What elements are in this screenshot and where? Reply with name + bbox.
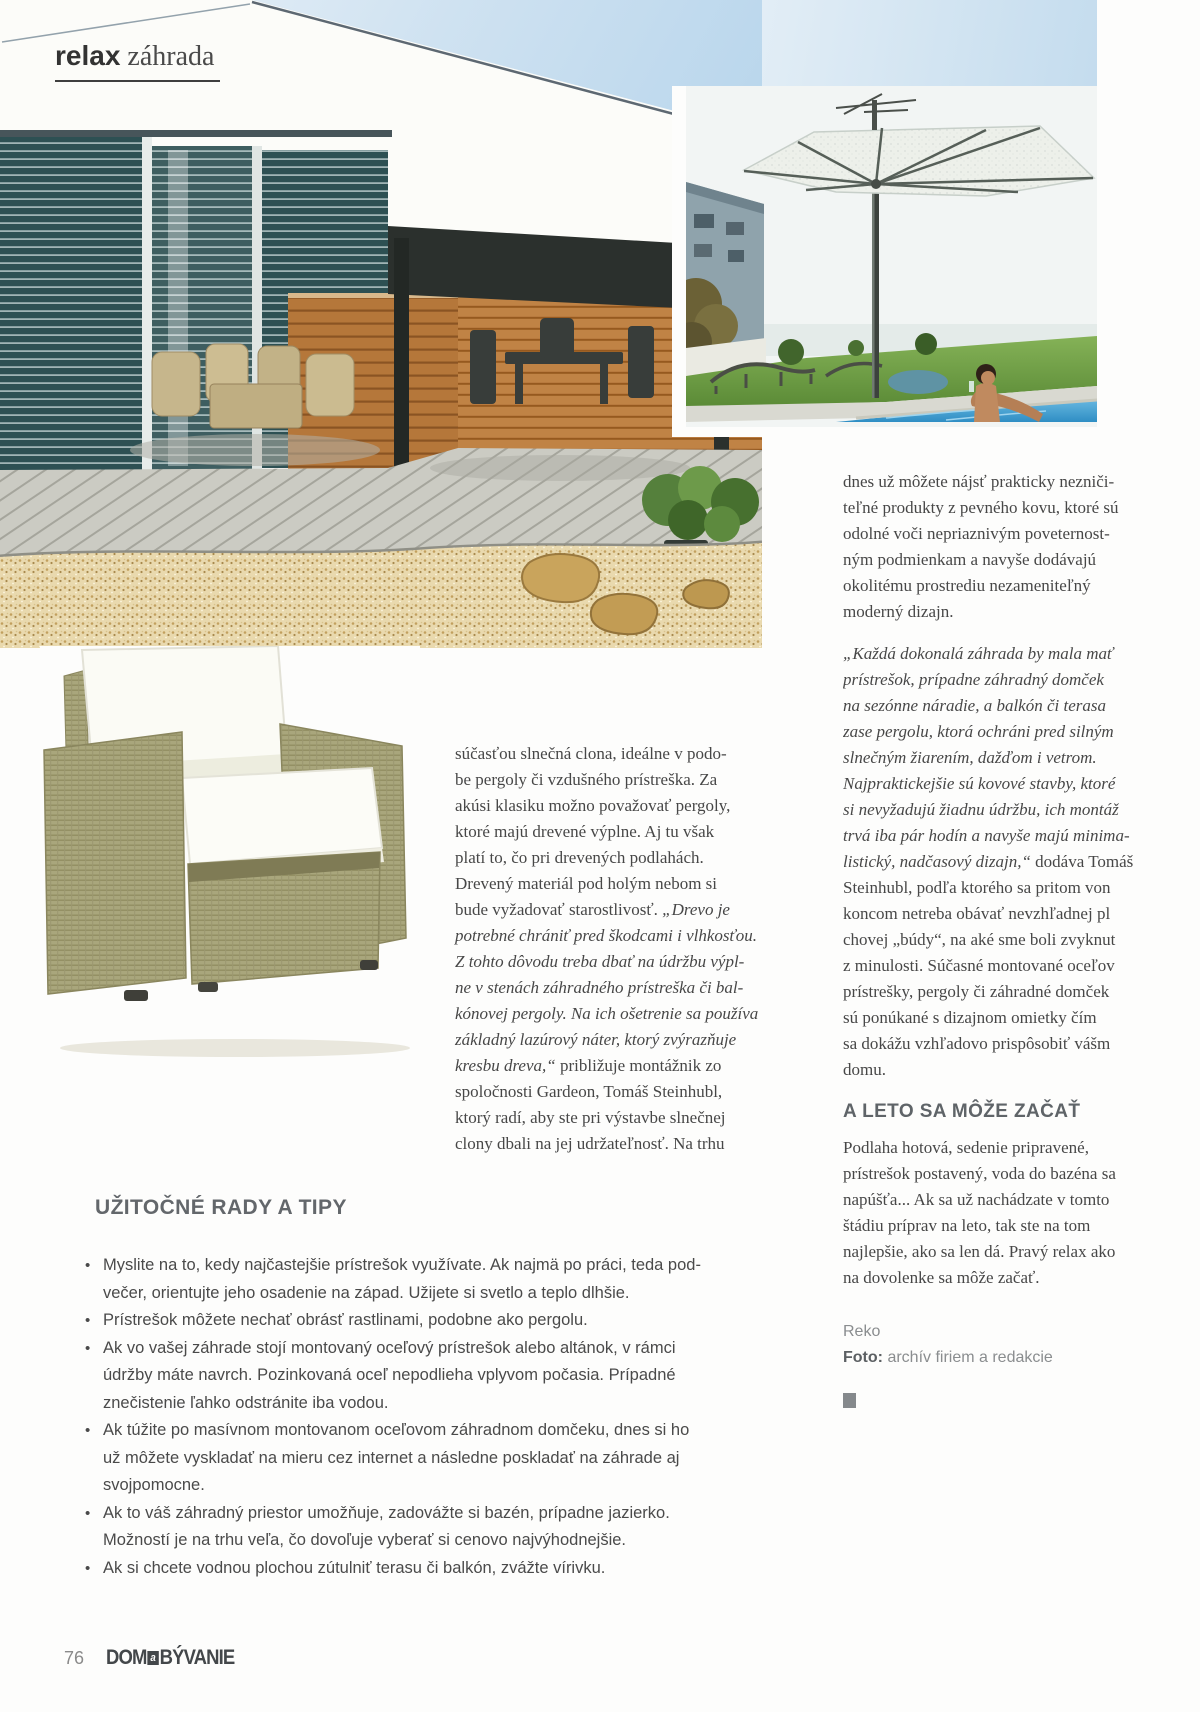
- chair-shadow: [60, 1039, 410, 1057]
- text-line: okolitému prostrediu nezameniteľný: [843, 576, 1091, 595]
- bullet-icon: •: [85, 1504, 91, 1522]
- pergola-post-left: [394, 238, 409, 472]
- window-blinds-left: [0, 137, 142, 470]
- tip-item: [85, 1555, 785, 1583]
- pool-photo-frame: [672, 86, 1097, 437]
- text-line: údržby máte navrch. Pozinkovaná oceľ nepodlieha vplyvom počasia. Prípadné: [103, 1366, 676, 1384]
- mullion-1: [142, 137, 152, 470]
- text-line: koncom netreba obávať nevzhľadnej pl: [843, 904, 1111, 923]
- text-line: napúšťa... Ak sa už nachádzate v tomto: [843, 1190, 1110, 1209]
- text-line: prístrešok postavený, voda do bazéna sa: [843, 1164, 1116, 1183]
- text-line: zase pergolu, ktorá ochráni pred silným: [843, 722, 1114, 741]
- sky-strip: [750, 0, 1097, 90]
- text-line: sú ponúkané s dizajnom omietky čím: [843, 1008, 1097, 1027]
- text-line: ným podmienkam a navyše dodávajú: [843, 550, 1097, 569]
- text-line: moderný dizajn.: [843, 602, 954, 621]
- text-line: ktoré majú drevené výplne. Aj tu však: [455, 822, 715, 841]
- text-line: súčasťou slnečná clona, ideálne v podo-: [455, 744, 727, 763]
- end-of-article-marker: [843, 1393, 856, 1408]
- text-line: bude vyžadovať starostlivosť. „Drevo je: [455, 900, 730, 919]
- text-line: základný lazúrový náter, ktorý zvýrazňuje: [455, 1030, 737, 1049]
- header-rule: [55, 80, 220, 82]
- text-line: Ak si chcete vodnou plochou zútulniť terasu či balkón, zvážte vírivku.: [103, 1558, 606, 1577]
- text-line: chovej „búdy“, na aké sme boli zvyknut: [843, 930, 1116, 949]
- quote-paragraph: [843, 641, 1200, 1083]
- text-line: clony dbali na jej udržateľnosť. Na trhu: [455, 1134, 725, 1153]
- closing-paragraph: [843, 1135, 1200, 1291]
- text-line: Prístrešok môžete nechať obrásť rastlinami, podobne ako pergolu.: [103, 1311, 588, 1329]
- text-line: kresbu dreva,“ približuje montážnik zo: [455, 1056, 722, 1075]
- subheading-summer: A LETO SA MÔŽE ZAČAŤ: [843, 1101, 1081, 1122]
- text-line: listický, nadčasový dizajn,“ dodáva Tomáš: [843, 852, 1134, 871]
- text-line: slnečným žiarením, dažďom i vetrom.: [843, 748, 1097, 767]
- section-header-bold: relax: [55, 40, 121, 71]
- text-line: kónovej pergoly. Na ich ošetrenie sa používa: [455, 1004, 759, 1023]
- text-line: Steinhubl, podľa ktorého sa pritom von: [843, 878, 1111, 897]
- text-line: platí to, čo pri drevených podlahách.: [455, 848, 704, 867]
- seat-cushion: [182, 768, 382, 864]
- text-line: prístrešky, pergoly či záhradné domček: [843, 982, 1110, 1001]
- terrace-photo: [0, 0, 762, 648]
- intro-paragraph: [843, 469, 1200, 625]
- tip-item: [85, 1417, 785, 1500]
- text-line: odolné voči nepriaznivým poveternost-: [843, 524, 1110, 543]
- chair-foot-mid: [198, 982, 218, 992]
- window-frame-top: [0, 130, 392, 137]
- section-header: [55, 40, 214, 73]
- photo-credit-value: archív firiem a redakcie: [887, 1349, 1053, 1366]
- middle-column: [455, 741, 845, 1157]
- tips-list: [85, 1252, 785, 1582]
- text-line: z minulosti. Súčasné montované oceľov: [843, 956, 1115, 975]
- tip-item: [85, 1335, 785, 1418]
- magazine-logo: [106, 1646, 234, 1670]
- text-line: „Každá dokonalá záhrada by mala mať: [843, 644, 1114, 663]
- armchair-photo: [40, 646, 420, 1064]
- bullet-icon: •: [85, 1312, 91, 1329]
- text-line: Ak to váš záhradný priestor umožňuje, zadovážte si bazén, prípadne jazierko.: [103, 1503, 670, 1522]
- text-line: večer, orientujte jeho osadenie na západ. Užijete si svetlo a teplo dlhšie.: [103, 1283, 630, 1302]
- text-line: ktorý radí, aby ste pri výstavbe slnečnej: [455, 1108, 726, 1127]
- text-line: trvá iba pár hodín a navyše majú minima-: [843, 826, 1130, 845]
- text-line: Z tohto dôvodu treba dbať na údržbu výpl-: [455, 952, 745, 971]
- tip-item: [85, 1252, 785, 1307]
- text-line: Myslite na to, kedy najčastejšie prístrešok využívate. Ak najmä po práci, teda pod-: [103, 1256, 701, 1274]
- text-line: teľné produkty z pevného kovu, ktoré sú: [843, 498, 1119, 517]
- text-line: znečistenie ľahko odstránite iba vodou.: [103, 1393, 389, 1412]
- text-line: akúsi klasiku možno považovať pergoly,: [455, 796, 731, 815]
- text-line: na sezónne náradie, a balkón či terasa: [843, 696, 1106, 715]
- page-footer: [64, 1646, 252, 1670]
- credit-photo: [843, 1345, 1200, 1371]
- logo-byvanie: BÝVANIE: [159, 1646, 235, 1669]
- text-line: be pergoly či vzdušného prístreška. Za: [455, 770, 718, 789]
- left-armrest: [44, 732, 186, 994]
- section-header-serif: záhrada: [127, 41, 215, 72]
- chair-foot-right: [360, 960, 378, 970]
- text-line: Možností je na trhu veľa, čo dovoľuje vyberať si cenovo najvýhodnejšie.: [103, 1531, 627, 1549]
- text-line: sa dokážu vzhľadovo prispôsobiť vášm: [843, 1034, 1111, 1053]
- deck-shadow: [430, 455, 690, 481]
- bullet-icon: •: [85, 1422, 91, 1439]
- chair-foot-left: [124, 990, 148, 1001]
- text-line: Podlaha hotová, sedenie pripravené,: [843, 1138, 1089, 1157]
- text-line: na dovolenke sa môže začať.: [843, 1268, 1040, 1287]
- page-number: 76: [64, 1647, 85, 1668]
- pool-photo: [686, 86, 1097, 422]
- text-line: svojpomocne.: [103, 1476, 205, 1494]
- right-column: [843, 469, 1200, 1408]
- credit-author: Reko: [843, 1323, 881, 1340]
- text-line: Ak vo vašej záhrade stojí montovaný oceľový prístrešok alebo altánok, v rámci: [103, 1338, 676, 1357]
- text-line: domu.: [843, 1060, 886, 1079]
- text-line: prístrešok, prípadne záhradný domček: [843, 670, 1104, 689]
- text-line: si nevyžadujú žiadnu údržbu, ich montáž: [843, 800, 1119, 819]
- armchair-photo-frame: [40, 646, 420, 1069]
- text-line: ne v stenách záhradného prístreška či bal-: [455, 978, 744, 997]
- text-line: štádiu príprav na leto, tak ste na tom: [843, 1216, 1091, 1235]
- text-line: potrebné chrániť pred škodcami i vlhkosťou.: [455, 926, 757, 945]
- text-line: najlepšie, ako sa len dá. Pravý relax ako: [843, 1242, 1116, 1261]
- glass-reflection: [168, 150, 188, 466]
- text-line: Drevený materiál pod holým nebom si: [455, 874, 718, 893]
- text-line: dnes už môžete nájsť prakticky nezniči-: [843, 472, 1115, 491]
- tip-item: [85, 1500, 785, 1555]
- gravel: [0, 543, 762, 648]
- text-line: spoločnosti Gardeon, Tomáš Steinhubl,: [455, 1082, 723, 1101]
- bullet-icon: •: [85, 1339, 91, 1357]
- tips-heading: UŽITOČNÉ RADY A TIPY: [95, 1196, 347, 1219]
- photo-credit-label: Foto:: [843, 1349, 883, 1366]
- bullet-icon: •: [85, 1257, 91, 1274]
- text-line: Najpraktickejšie sú kovové stavby, ktoré: [843, 774, 1116, 793]
- logo-dom: DOM: [106, 1646, 147, 1669]
- tip-item: [85, 1307, 785, 1335]
- credits: [843, 1319, 1200, 1371]
- pool-cover: [888, 370, 948, 394]
- text-line: už môžete vyskladať na mieru cez internet a následne poskladať na záhrade aj: [103, 1448, 680, 1467]
- text-line: Ak túžite po masívnom montovanom oceľovom záhradnom domčeku, dnes si ho: [103, 1421, 690, 1439]
- bullet-icon: •: [85, 1559, 91, 1577]
- logo-a-icon: a: [147, 1651, 158, 1665]
